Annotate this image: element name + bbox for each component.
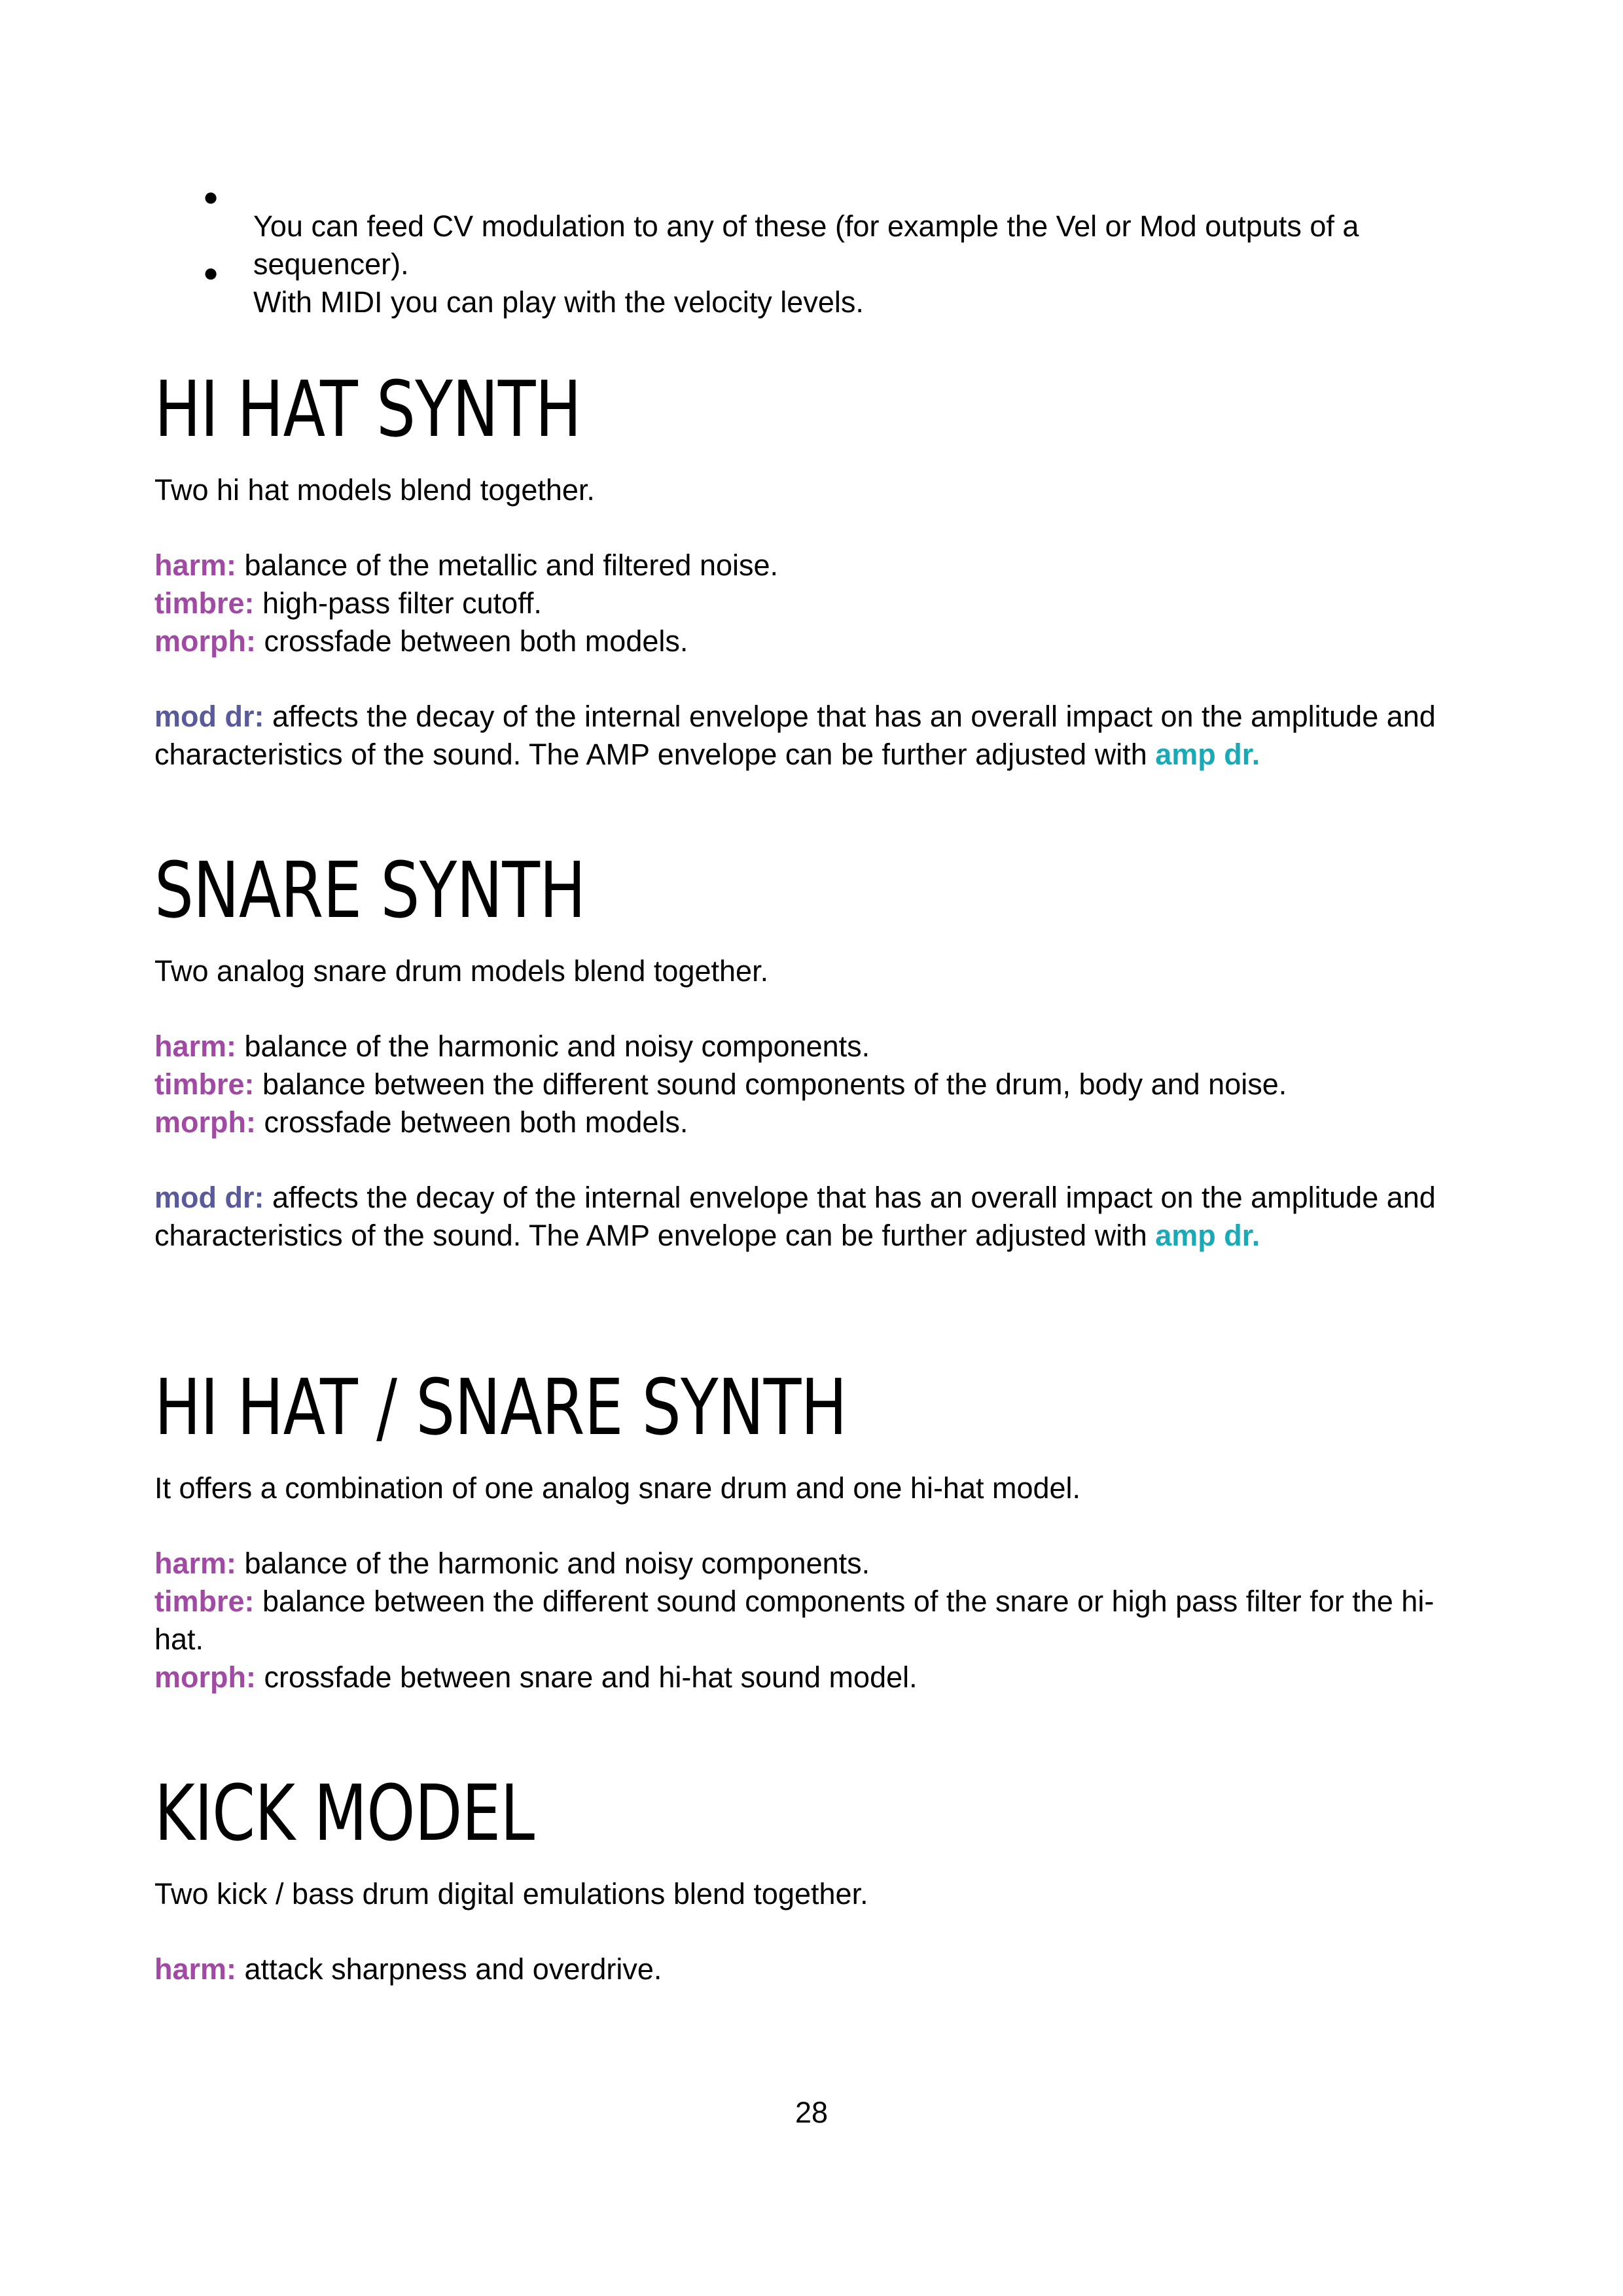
harm-term: harm: [154,1547,237,1580]
timbre-description: high-pass filter cutoff. [254,586,542,620]
snare-harm-line [154,1028,870,1066]
snare-morph-line [154,1103,688,1141]
hihat-snare-intro: It offers a combination of one analog snare drum and one hi-hat model. [154,1471,1081,1505]
bullet-item-2: With MIDI you can play with the velocity levels. [253,285,864,319]
morph-description: crossfade between snare and hi-hat sound model. [255,1660,918,1694]
timbre-term: timbre: [154,586,255,620]
bullet-symbol: ● [203,183,219,211]
kick-intro: Two kick / bass drum digital emulations blend together. [154,1877,868,1910]
snare-intro: Two analog snare drum models blend together. [154,954,769,988]
bullet-item-1-line-1: You can feed CV modulation to any of these (for example the Vel or Mod outputs of a [253,209,1359,243]
morph-term: morph: [154,624,256,658]
kick-harm-line [154,1950,662,1988]
harm-description: attack sharpness and overdrive. [236,1952,662,1986]
mod-dr-description-cont: characteristics of the sound. The AMP envelope can be further adjusted with [154,738,1156,771]
mod-dr-description: affects the decay of the internal envelope that has an overall impact on the amplitude and [264,700,1436,733]
bullet-item-1-line-2: sequencer). [253,247,409,281]
hihat-snare-morph-line [154,1659,918,1696]
hihat-timbre-line [154,584,542,622]
mod-dr-term: mod dr: [154,1181,264,1214]
hihat-morph-line [154,622,688,660]
mod-dr-description-cont: characteristics of the sound. The AMP envelope can be further adjusted with [154,1219,1156,1252]
hihat-harm-line [154,547,778,584]
bullet-symbol: ● [203,259,219,287]
hihat-moddr-line-2 [154,736,1260,774]
hihat-moddr-line-1 [154,698,1436,736]
hihat-snare-timbre-line-2: hat. [154,1623,204,1656]
hihat-snare-harm-line [154,1545,870,1583]
snare-moddr-line-1 [154,1179,1436,1217]
harm-description: balance of the harmonic and noisy components. [236,1547,870,1580]
timbre-term: timbre: [154,1067,255,1101]
hihat-snare-timbre-line-1 [154,1583,1434,1621]
snare-moddr-line-2 [154,1217,1260,1255]
timbre-description: balance between the different sound components of the drum, body and noise. [254,1067,1287,1101]
morph-description: crossfade between both models. [255,624,688,658]
harm-description: balance of the metallic and filtered noise. [236,548,779,582]
heading-kick-model: KICK MODEL [154,1768,535,1858]
morph-term: morph: [154,1660,256,1694]
heading-hi-hat-snare-synth: HI HAT / SNARE SYNTH [154,1362,847,1452]
page-number: 28 [794,2096,829,2129]
morph-term: morph: [154,1105,256,1139]
amp-dr-term: amp dr. [1155,1219,1260,1252]
mod-dr-term: mod dr: [154,700,264,733]
timbre-term: timbre: [154,1585,255,1618]
harm-term: harm: [154,1030,237,1063]
heading-hi-hat-synth: HI HAT SYNTH [154,364,581,454]
harm-term: harm: [154,548,237,582]
harm-term: harm: [154,1952,237,1986]
mod-dr-description: affects the decay of the internal envelope that has an overall impact on the amplitude and [264,1181,1436,1214]
hihat-intro: Two hi hat models blend together. [154,473,595,507]
amp-dr-term: amp dr. [1155,738,1260,771]
timbre-description: balance between the different sound components of the snare or high pass filter for the hi- [254,1585,1435,1618]
snare-timbre-line [154,1066,1287,1103]
heading-snare-synth: SNARE SYNTH [154,845,586,935]
harm-description: balance of the harmonic and noisy components. [236,1030,870,1063]
morph-description: crossfade between both models. [255,1105,688,1139]
